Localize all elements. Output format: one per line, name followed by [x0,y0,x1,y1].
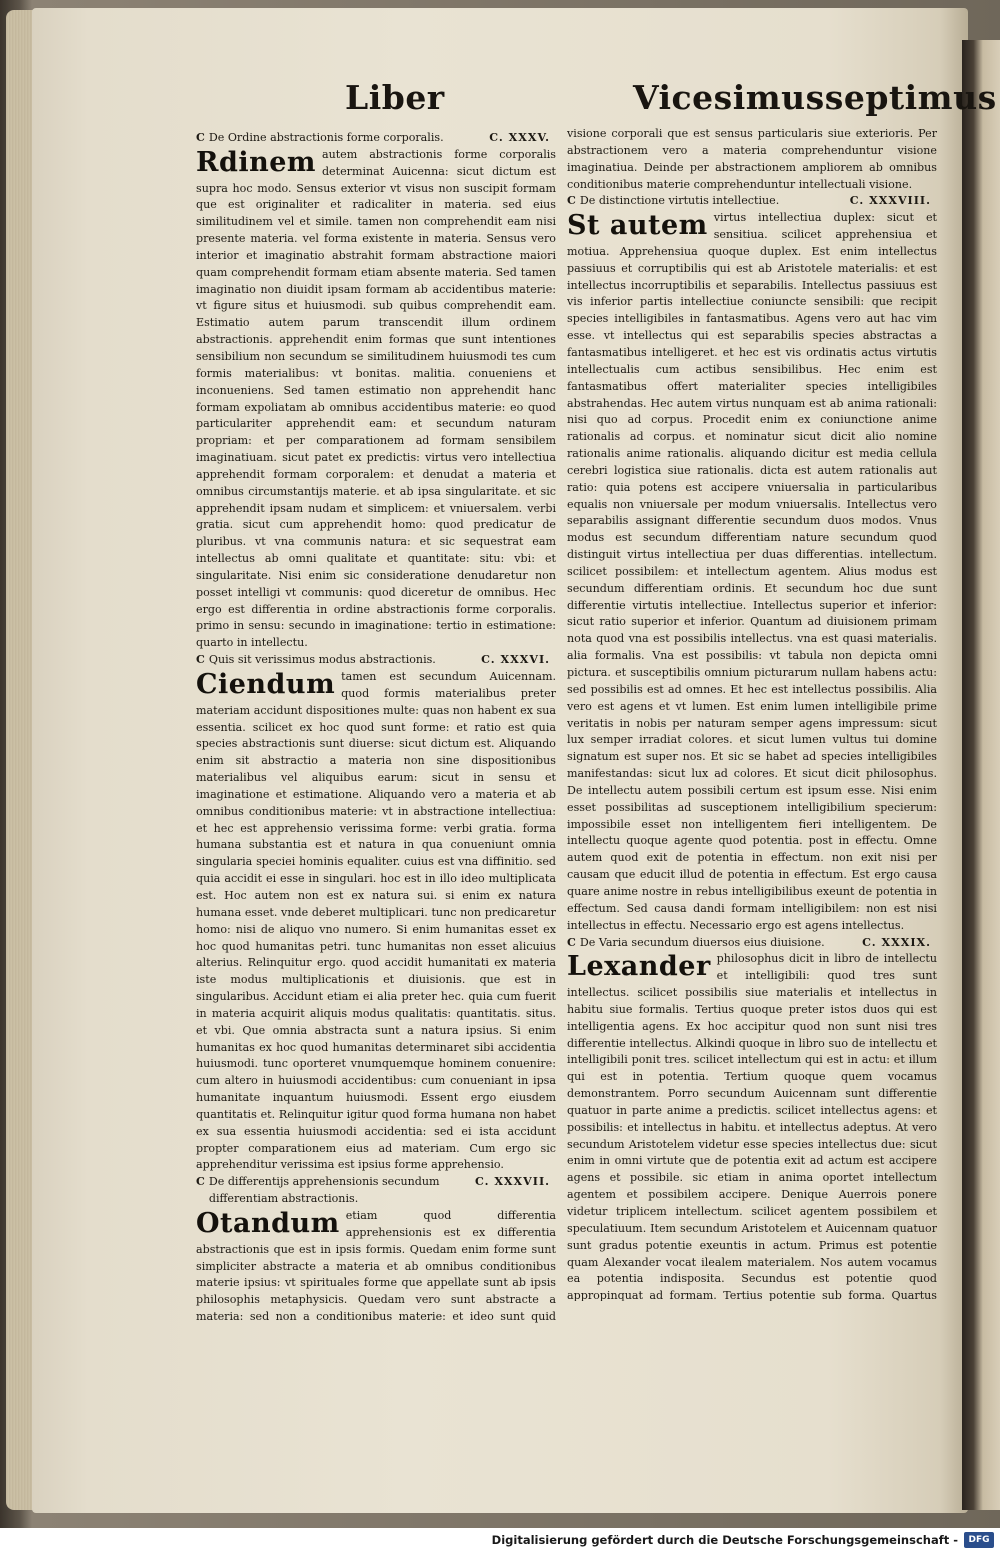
running-head-left: Liber [345,78,445,117]
dfg-logo-icon: DFG [964,1532,994,1548]
chapter-35-text: autem abstractionis forme corporalis determinat Auicenna: sicut dictum est supra hoc modo. Sensus exterior vt visus non suscipit formam que est originaliter et radicaliter in materia. sed eius similitudinem vel et simile. tamen non comprehendit eam nisi presente materia. vel forma existente in materia. Sensus vero interior et imaginatio abstrahit formam abstractione maiori quam comprehendit formam etiam absente materia. Sed tamen imaginatio non diuidit ipsam formam ab accidentibus materie: vt figure situs et huiusmodi. sub quibus comprehendit eam. Estimatio autem parum transcendit illum ordinem abstractionis. apprehendit enim formas que sunt intentiones sensibilium non secundum se similitudinem huiusmodi tes cum formis materialibus: vt bonitas. malitia. conueniens et inconueniens. Sed tamen estimatio non apprehendit hanc formam expoliatam ab omnibus accidentibus materie: eo quod particulariter apprehendit eam: et secundum naturam propriam: et per comparationem ad formam sensibilem imaginatiuam. sicut patet ex predictis: virtus vero intellectiua apprehendit formam corporalem: et denudat a materia et omnibus circumstantijs materie. et ab ipsa singularitate. et sic apprehendit ipsam nudam et simplicem: et vniuersalem. verbi gratia. sicut cum apprehendit homo: quod predicatur de pluribus. vt vna communis natura: et sic sequestrat eam intellectus ab omni qualitate et quantitate: situ: vbi: et singularitate. Nisi enim sic consideratione denudaretur non posset intelligi vt communis: quod diceretur de omnibus. Hec ergo est differentia in ordine abstractionis forme corporalis. primo in sensu: secundo in imaginatione: tertio in estimatione: quarto in intellectu. [196,147,556,650]
paragraph-mark-icon: C [196,131,205,144]
chapter-38-caption: C De distinctione virtutis intellectiue. C. XXXVIII. [567,193,937,210]
right-column [567,126,937,1301]
paragraph-mark-icon: C [567,194,576,208]
paragraph-mark-icon: C [196,653,205,667]
chapter-37-caption: C De differentijs apprehensionis secundum differentiam abstractionis. C. XXXVII. [196,1174,556,1208]
chapter-36-caption: C Quis sit verissimus modus abstractionis. C. XXXVI. [196,652,556,669]
left-column [196,130,556,1325]
chapter-38-initial: St autem [567,210,708,242]
book-binding-edge [962,40,1000,1510]
right-intro-text: visione corporali que est sensus particularis siue exterioris. Per abstractionem vero a materia comprehenduntur visione imaginatiua. Deinde per abstractionem ampliorem ab omnibus conditionibus materie comprehenduntur intellectuali visione. [567,127,937,191]
chapter-39-caption: C De Varia secundum diuersos eius diuisione. C. XXXIX. [567,935,937,952]
chapter-37-initial: Otandum [196,1208,340,1239]
digitization-footer [0,1528,1000,1553]
chapter-39-text: philosophus dicit in libro de intellectu et intelligibili: quod tres sunt intellectus. scilicet possibilis siue materialis et intellectus in habitu siue formalis. Tertius quoque preter istos duos qui est intelligentia agens. Ex hoc accipitur quod non sunt nisi tres differentie intellectus. Alkindi quoque in libro suo de intellectu et intelligibili ponit tres. scilicet intellectum qui est in actu: et illum qui est in potentia. Tertium quoque quem vocamus demonstrantem. Porro secundum Auicennam sunt differentie quatuor in parte anime a predictis. scilicet intellectus agens: et possibilis: et intellectus in habitu. et intellectus adeptus. At vero secundum Aristotelem videtur esse species intellectus due: sicut enim in omni virtute que de potentia exit ad actum est accipere agens et possibile. sic etiam in anima oportet intellectum agentem et possibilem accipere. Denique Auerrois ponere videtur triplicem intellectum. scilicet agentem possibilem et speculatiuum. Item secundum Aristotelem et Auicennam quatuor sunt gradus potentie exeuntis in actum. Primus est potentie quam Alexander vocat ilealem materialem. Nos autem vocamus ea potentia indisposita. Secundus est potentie quod appropinquat ad formam. Tertius potentie sub forma. Quartus [567,952,937,1301]
footer-credit: Digitalisierung gefördert durch die Deutsche Forschungsgemeinschaft - [491,1533,958,1547]
paragraph-mark-icon: C [567,935,576,949]
running-head-right: Vicesimusseptimus [633,78,997,117]
chapter-36-text: tamen est secundum Auicennam. quod formis materialibus preter materiam accidunt dispositiones multe: quas non habent ex sua essentia. scilicet ex hoc quod sunt forme: et ratio est quia species abstractionis sunt diuerse: sicut dictum est. Aliquando enim sit abstractio a materia non sine dispositionibus materialibus vel aliquibus earum: sicut in sensu et imaginatione et estimatione. Aliquando vero a materia et ab omnibus conditionibus materie: vt in abstractione intellectiua: et hec est apprehensio verissima forme: verbi gratia. forma humana substantia est et natura in qua conueniunt omnia singularia speciei hominis equaliter. cuius est vna diffinitio. sed quia accidit ei esse in singulari. hoc est in illo ideo multiplicata est. Hoc autem non est ex natura sui. si enim ex natura humana esset. vnde deberet multiplicari. tunc non predicaretur homo: nisi de aliquo vno numero. Si enim humanitas esset ex hoc quod humanitas petri. tunc humanitas non esset alicuius alterius. Relinquitur ergo. quod accidit humanitati ex materia iste modus multiplicationis et diuisionis. que est in singularibus. Accidunt etiam ei alia preter hec. quia cum fuerit in materia acquirit aliquis modus qualitatis: quantitatis. situs. et vbi. Que omnia abstracta sunt a natura ipsius. Si enim humanitas ex hoc quod humanitas determinaret sibi accidentia huiusmodi. tunc oporteret vnumquemque hominem conuenire: cum altero in huiusmodi accidentibus: cum conueniant in ipsa humanitate inquantum huiusmodi. Essent ergo eiusdem quantitatis et. Relinquitur igitur quod forma humana non habet ex sua essentia huiusmodi accidentia: sed ei ista accidunt propter comparationem eius ad materiam. Cum ergo sic apprehenditur verissima est ipsius forme apprehensio. [196,670,556,1172]
chapter-35-caption: C De Ordine abstractionis forme corporalis. C. XXXV. [196,130,556,147]
chapter-38-text: virtus intellectiua duplex: sicut et sensitiua. scilicet apprehensiua et motiua. Apprehensiua quoque duplex. Est enim intellectus passiuus et corruptibilis qui est ab Aristotele materialis: et est intellectus incorruptibilis et separabilis. Intellectus passiuus est vis inferior partis intellectiue coniuncte sensibili: que recipit species intelligibiles in fantasmatibus. Agens vero aut hac vim esse. vt intellectus qui est separabilis species abstractas a fantasmatibus intelligeret. et hec est vis ordinatis actus virtutis intellectualis cum actibus sensibilibus. Hec enim est fantasmatibus offert materialiter species intelligibiles abstrahendas. Hec autem virtus nunquam est ab anima rationali: nisi quo ad corpus. Procedit enim ex coniunctione anime rationalis ad corpus. et nominatur sicut dicit alio nomine rationalis anime rationalis. aliquando dicitur est media cellula cerebri logistica siue rationalis. dicta est autem rationalis aut ratio: quia potens est accipere vniuersalia in particularibus equalis non vniuersale per modum vniuersalis. Intellectus vero separabilis assignant differentie secundum duos modos. Vnus modus est secundum differentiam nature secundum quod distinguit virtus intellectiua per duas differentias. intellectum. scilicet possibilem: et intellectum agentem. Alius modus est secundum differentiam ordinis. Et secundum hoc due sunt differentie virtutis intellectiue. Intellectus superior et inferior: sicut ratio superior et inferior. Quantum ad diuisionem primam nota quod vna est possibilis intellectus. vna est quasi materialis. alia formalis. Vna est possibilis: vt tabula non depicta omni pictura. et susceptibilis omnium picturarum nullam habens actu: sed possibilis est ad omnes. Et hec est intellectus possibilis. Alia vero est agens et vt lumen. Est enim lumen intelligibile prime veritatis in nobis per naturam semper agens impressum: sicut lux semper irradiat colores. et sicut lumen vultus tui domine signatum est super nos. Et sic se habet ad species intelligibiles manifestandas: sicut lux ad colores. Et sicut dicit philosophus. De intellectu autem possibili certum est ipsum esse. Nisi enim esset possibilitas ad susceptionem intelligibilium specierum: impossibile esset non intelligentem fieri intelligentem. De intellectu quoque agente quod potentia. post in effectu. Omne autem quod exit de potentia in effectum. non exit nisi per causam que educit illud de potentia in effectum. Est ergo causa quare anime nostre in rebus intelligibilibus exeunt de potentia in effectum. Sed causa dandi formam intelligibilem: non est nisi intellectus in effectu. Necessario ergo est agens intellectus. [567,211,937,932]
chapter-37-text: etiam quod differentia apprehensionis est ex differentia abstractionis que est in ipsis formis. Quedam enim forme sunt simpliciter abstracte a materia et ab omnibus conditionibus materie ipsius: vt spirituales forme que appellate sunt ab ipsis philosophis metaphysicis. Quedam vero sunt abstracte a materia: sed non a conditionibus materie: et ideo sunt quid [196,1209,556,1324]
chapter-36-initial: Ciendum [196,669,336,700]
paragraph-mark-icon: C [196,1175,205,1189]
chapter-39-initial: Lexander [567,951,711,983]
chapter-35-initial: Rdinem [196,146,316,178]
